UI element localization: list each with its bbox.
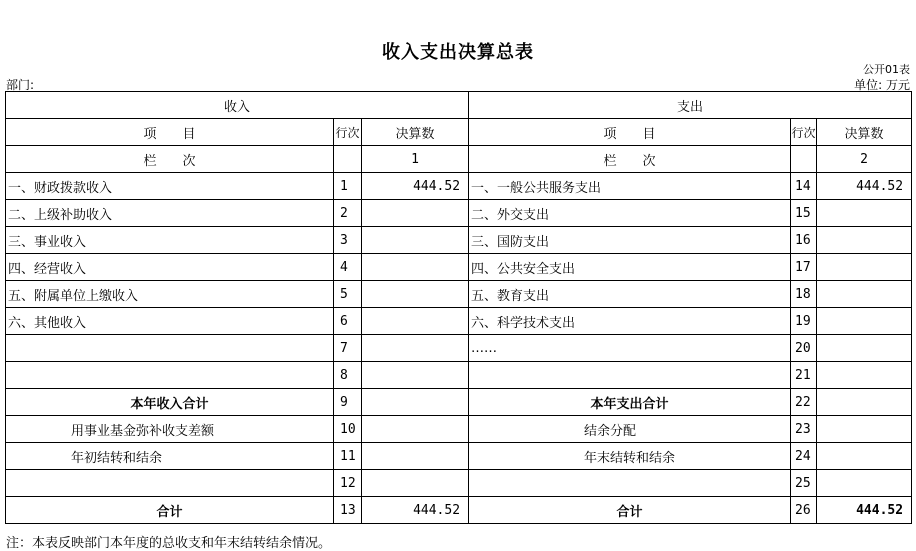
income-item: 本年收入合计 — [6, 389, 334, 416]
income-item: 三、事业收入 — [6, 227, 334, 254]
expense-amount — [817, 389, 912, 416]
income-amount: 444.52 — [362, 173, 469, 200]
expense-row-number: 18 — [791, 281, 817, 308]
expense-item: 本年支出合计 — [469, 389, 791, 416]
expense-amount — [817, 443, 912, 470]
income-rowno-header: 行次 — [334, 119, 362, 146]
table-row-total — [6, 497, 912, 524]
income-item: 四、经营收入 — [6, 254, 334, 281]
income-amount — [362, 416, 469, 443]
table-row — [6, 254, 912, 281]
expense-row-number: 25 — [791, 470, 817, 497]
expense-row-number: 14 — [791, 173, 817, 200]
expense-row-number: 26 — [791, 497, 817, 524]
income-row-number: 10 — [334, 416, 362, 443]
expense-item: 一、一般公共服务支出 — [469, 173, 791, 200]
income-row-number: 7 — [334, 335, 362, 362]
expense-item: 四、公共安全支出 — [469, 254, 791, 281]
column-header-row — [6, 119, 912, 146]
table-row — [6, 443, 912, 470]
expense-item-header: 项 目 — [469, 119, 791, 146]
expense-row-number: 22 — [791, 389, 817, 416]
income-row-number: 6 — [334, 308, 362, 335]
expense-amount — [817, 416, 912, 443]
expense-column-label: 栏 次 — [469, 146, 791, 173]
income-amount-header: 决算数 — [362, 119, 469, 146]
income-column-number: 1 — [362, 146, 469, 173]
expense-row-number: 20 — [791, 335, 817, 362]
expense-amount — [817, 281, 912, 308]
expense-amount — [817, 335, 912, 362]
expense-item — [469, 470, 791, 497]
department-label: 部门: — [6, 78, 35, 92]
income-row-number: 11 — [334, 443, 362, 470]
income-amount — [362, 200, 469, 227]
income-amount — [362, 254, 469, 281]
expense-item: 合计 — [469, 497, 791, 524]
income-row-number: 8 — [334, 362, 362, 389]
income-row-number: 5 — [334, 281, 362, 308]
column-index-row — [6, 146, 912, 173]
income-item: 年初结转和结余 — [6, 443, 334, 470]
income-row-number: 4 — [334, 254, 362, 281]
table-row — [6, 227, 912, 254]
income-item: 合计 — [6, 497, 334, 524]
income-item — [6, 470, 334, 497]
expense-item: …… — [469, 335, 791, 362]
expense-amount — [817, 308, 912, 335]
expense-item: 结余分配 — [469, 416, 791, 443]
income-item: 用事业基金弥补收支差额 — [6, 416, 334, 443]
income-column-label: 栏 次 — [6, 146, 334, 173]
income-amount — [362, 227, 469, 254]
expense-row-number: 19 — [791, 308, 817, 335]
income-row-number: 3 — [334, 227, 362, 254]
income-item: 二、上级补助收入 — [6, 200, 334, 227]
income-item — [6, 335, 334, 362]
table-row — [6, 335, 912, 362]
expense-amount — [817, 362, 912, 389]
income-row-number: 12 — [334, 470, 362, 497]
budget-summary-table — [5, 91, 912, 524]
expense-item: 年末结转和结余 — [469, 443, 791, 470]
income-item-header: 项 目 — [6, 119, 334, 146]
expense-rowno-blank — [791, 146, 817, 173]
table-row — [6, 362, 912, 389]
form-number: 公开01表 — [863, 63, 910, 76]
expense-row-number: 24 — [791, 443, 817, 470]
expense-row-number: 21 — [791, 362, 817, 389]
expense-row-number: 15 — [791, 200, 817, 227]
table-row — [6, 416, 912, 443]
expense-section-header: 支出 — [469, 92, 912, 119]
expense-amount — [817, 227, 912, 254]
expense-item: 五、教育支出 — [469, 281, 791, 308]
expense-item: 三、国防支出 — [469, 227, 791, 254]
expense-amount — [817, 470, 912, 497]
table-row — [6, 173, 912, 200]
expense-amount — [817, 254, 912, 281]
income-amount: 444.52 — [362, 497, 469, 524]
expense-row-number: 23 — [791, 416, 817, 443]
expense-amount — [817, 200, 912, 227]
expense-column-number: 2 — [817, 146, 912, 173]
income-amount — [362, 362, 469, 389]
income-item: 五、附属单位上缴收入 — [6, 281, 334, 308]
expense-item: 二、外交支出 — [469, 200, 791, 227]
table-row — [6, 281, 912, 308]
table-row — [6, 308, 912, 335]
income-item: 一、财政拨款收入 — [6, 173, 334, 200]
income-amount — [362, 335, 469, 362]
income-amount — [362, 389, 469, 416]
income-item — [6, 362, 334, 389]
income-amount — [362, 443, 469, 470]
income-amount — [362, 308, 469, 335]
table-row — [6, 470, 912, 497]
income-section-header: 收入 — [6, 92, 469, 119]
income-row-number: 9 — [334, 389, 362, 416]
table-row — [6, 200, 912, 227]
expense-amount: 444.52 — [817, 497, 912, 524]
section-header-row — [6, 92, 912, 119]
expense-amount: 444.52 — [817, 173, 912, 200]
income-amount — [362, 281, 469, 308]
report-title: 收入支出决算总表 — [382, 42, 534, 63]
expense-rowno-header: 行次 — [791, 119, 817, 146]
income-row-number: 2 — [334, 200, 362, 227]
expense-row-number: 16 — [791, 227, 817, 254]
table-row-subtotal — [6, 389, 912, 416]
income-amount — [362, 470, 469, 497]
income-row-number: 13 — [334, 497, 362, 524]
income-item: 六、其他收入 — [6, 308, 334, 335]
income-rowno-blank — [334, 146, 362, 173]
expense-item — [469, 362, 791, 389]
footnote: 注：本表反映部门本年度的总收支和年末结转结余情况。 — [6, 536, 332, 551]
expense-amount-header: 决算数 — [817, 119, 912, 146]
expense-row-number: 17 — [791, 254, 817, 281]
expense-item: 六、科学技术支出 — [469, 308, 791, 335]
income-row-number: 1 — [334, 173, 362, 200]
unit-label: 单位: 万元 — [854, 78, 910, 92]
